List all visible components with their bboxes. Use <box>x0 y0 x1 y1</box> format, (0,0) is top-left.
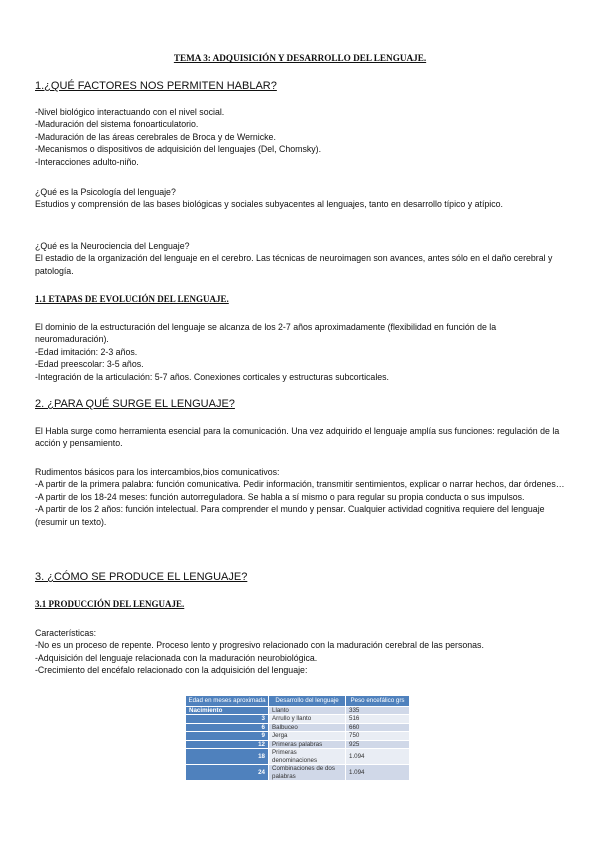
age-cell: 12 <box>186 740 269 749</box>
section-2-intro <box>35 425 570 450</box>
age-cell: 3 <box>186 715 269 724</box>
section-1-heading: 1.¿QUÉ FACTORES NOS PERMITEN HABLAR? <box>35 80 277 92</box>
list-item: -No es un proceso de repente. Proceso lento y progresivo relacionado con la maduración cerebral de las personas. <box>35 640 484 651</box>
list-item: -Edad imitación: 2-3 años. <box>35 346 138 357</box>
table-header-age: Edad en meses aproximada <box>186 696 269 707</box>
development-cell: Balbuceo <box>269 723 346 732</box>
question: ¿Qué es la Neurociencia del Lenguaje? <box>35 241 190 251</box>
brain-weight-table <box>185 695 410 781</box>
development-cell: Llanto <box>269 706 346 715</box>
development-cell: Primeras denominaciones <box>269 749 346 765</box>
development-cell: Jerga <box>269 732 346 741</box>
table-row <box>186 723 410 732</box>
table-row <box>186 749 410 765</box>
section-3-heading: 3. ¿CÓMO SE PRODUCE EL LENGUAJE? <box>35 571 248 583</box>
list-item: -Mecanismos o dispositivos de adquisición del lenguajes (Del, Chomsky). <box>35 144 322 155</box>
table-row <box>186 706 410 715</box>
table-header-weight: Peso encefálico grs <box>346 696 410 707</box>
section-1-factors-list <box>35 106 570 168</box>
table-row <box>186 732 410 741</box>
table-header-development: Desarrollo del lenguaje <box>269 696 346 707</box>
list-item: -Adquisición del lenguaje relacionada con la maduración neurobiológica. <box>35 652 318 663</box>
list-item: -A partir de los 18-24 meses: función autorreguladora. Se habla a sí mismo o para regular su propia conducta o sus impulsos. <box>35 491 525 502</box>
paragraph: Características: <box>35 628 97 638</box>
answer: El estadio de la organización del lenguaje en el cerebro. Las técnicas de neuroimagen son avances, antes sólo en el daño cerebral y patología. <box>35 253 553 276</box>
development-cell: Arrullo y llanto <box>269 715 346 724</box>
section-3-1-heading: 3.1 PRODUCCIÓN DEL LENGUAJE. <box>35 599 185 609</box>
list-item: -Interacciones adulto-niño. <box>35 156 139 167</box>
weight-cell: 335 <box>346 706 410 715</box>
table-header-row <box>186 696 410 707</box>
weight-cell: 750 <box>346 732 410 741</box>
weight-cell: 660 <box>346 723 410 732</box>
list-item: -Maduración de las áreas cerebrales de Broca y de Wernicke. <box>35 131 276 142</box>
section-1-1-body <box>35 321 570 383</box>
table-row <box>186 715 410 724</box>
section-1-1-heading: 1.1 ETAPAS DE EVOLUCIÓN DEL LENGUAJE. <box>35 294 229 304</box>
answer: Estudios y comprensión de las bases biológicas y sociales subyacentes al lenguajes, tanto en desarrollo típico y atípico. <box>35 199 503 210</box>
list-item: -A partir de los 2 años: función intelectual. Para comprender el mundo y pensar. Cualquier actividad cognitiva requiere del lenguaje (resumir un texto). <box>35 504 545 527</box>
paragraph: El Habla surge como herramienta esencial para la comunicación. Una vez adquirido el lenguaje amplía sus funciones: regulación de la acción y pensamiento. <box>35 426 560 449</box>
section-2-heading: 2. ¿PARA QUÉ SURGE EL LENGUAJE? <box>35 398 235 410</box>
development-cell: Primeras palabras <box>269 740 346 749</box>
document-title: TEMA 3: ADQUISICIÓN Y DESARROLLO DEL LENGUAJE. <box>173 53 427 63</box>
age-cell: 24 <box>186 765 269 781</box>
neurociencia-question-block <box>35 240 570 277</box>
weight-cell: 925 <box>346 740 410 749</box>
age-cell: Nacimiento <box>186 706 269 715</box>
weight-cell: 516 <box>346 715 410 724</box>
list-item: -Crecimiento del encéfalo relacionado con la adquisición del lenguaje: <box>35 665 308 676</box>
age-cell: 9 <box>186 732 269 741</box>
age-cell: 6 <box>186 723 269 732</box>
table-row <box>186 740 410 749</box>
section-3-1-body <box>35 627 570 677</box>
age-cell: 18 <box>186 749 269 765</box>
list-item: -Maduración del sistema fonoarticulatorio. <box>35 119 199 130</box>
paragraph: El dominio de la estructuración del lenguaje se alcanza de los 2-7 años aproximadamente (flexibilidad en función de la neuromaduración). <box>35 322 497 345</box>
paragraph: Rudimentos básicos para los intercambios,bios comunicativos: <box>35 467 280 477</box>
development-cell: Combinaciones de dos palabras <box>269 765 346 781</box>
table-row <box>186 765 410 781</box>
psicologia-question-block <box>35 186 570 211</box>
weight-cell: 1.094 <box>346 765 410 781</box>
list-item: -Integración de la articulación: 5-7 años. Conexiones corticales y estructuras subcorticales. <box>35 371 390 382</box>
weight-cell: 1.094 <box>346 749 410 765</box>
question: ¿Qué es la Psicología del lenguaje? <box>35 187 176 197</box>
list-item: -Nivel biológico interactuando con el nivel social. <box>35 107 225 117</box>
list-item: -Edad preescolar: 3-5 años. <box>35 359 144 370</box>
section-2-body <box>35 466 570 528</box>
list-item: -A partir de la primera palabra: función comunicativa. Pedir información, transmitir sentimientos, explicar o narrar hechos, dar órdenes… <box>35 479 565 490</box>
